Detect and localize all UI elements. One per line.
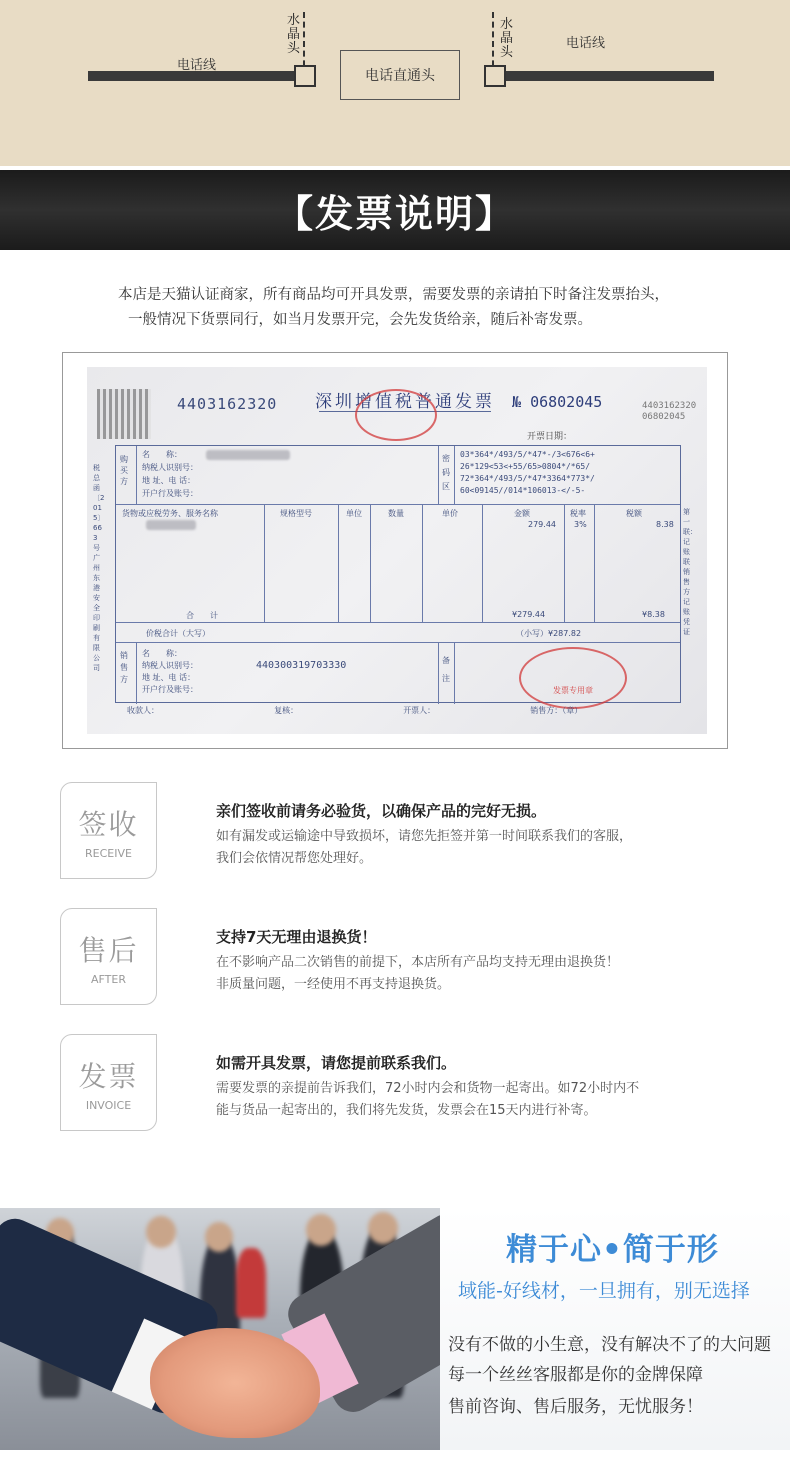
seller-label: 销售方: [120, 651, 128, 684]
seller-bank-label: 开户行及账号：: [142, 685, 198, 694]
col-item-header: 货物或应税劳务、服务名称: [122, 509, 218, 518]
col-rate-header: 税率: [570, 509, 586, 518]
badge-en-label: RECEIVE: [85, 847, 132, 860]
total-label: 合 计: [186, 611, 218, 620]
intro-line-2: 一般情况下货票同行，如当月发票开完，会先发货给亲，随后补寄发票。: [128, 312, 592, 328]
invoice-photo-frame: [62, 352, 728, 749]
phone-coupler-diagram: [0, 0, 790, 166]
invoice-side-print-right: 第一联：记账联 销售方记账凭证: [683, 508, 697, 636]
qr-code-icon: [97, 389, 151, 439]
seller-taxid-label: 纳税人识别号：: [142, 661, 198, 670]
promise-line-3: 售前咨询、售后服务，无忧服务！: [448, 1397, 703, 1417]
grid-line: [264, 504, 265, 622]
seller-address-label: 地 址、电 话：: [142, 673, 196, 682]
invoice-signature-row: [127, 705, 582, 716]
intro-line-1: 本店是天猫认证商家，所有商品均可开具发票，需要发票的亲请拍下时备注发票抬头，: [118, 287, 669, 303]
invoice-special-seal-icon: [519, 647, 627, 709]
col-price-header: 单价: [442, 509, 458, 518]
promise-subtitle: 域能-好线材，一旦拥有，别无选择: [458, 1280, 750, 1302]
cipher-line-2: 26*129<53<+55/65>0804*/*65/: [460, 462, 591, 471]
tax-bureau-seal-icon: [355, 389, 437, 441]
badge-cn-label: 发票: [78, 1060, 139, 1093]
sum-in-figures: （小写）¥287.82: [516, 629, 582, 638]
grid-line: [136, 642, 137, 704]
invoice-intro: [118, 283, 758, 333]
service-description: 在不影响产品二次销售的前提下，本店所有产品均支持无理由退换货！ 非质量问题，一经使用不再支持退换货。: [216, 955, 620, 992]
grid-line: [438, 642, 439, 704]
promise-title: 精于心•简于形: [506, 1232, 719, 1268]
grid-line: [370, 504, 371, 622]
seller-name-label: 名 称：: [142, 649, 182, 658]
invoice-code: 4403162320: [177, 395, 278, 413]
grid-line: [116, 504, 680, 505]
sum-in-words-label: 价税合计（大写）: [146, 629, 210, 638]
service-promise-banner: [0, 1208, 790, 1450]
invoice-date-label: 开票日期：: [527, 432, 573, 442]
grid-line: [136, 446, 137, 504]
buyer-name-label: 名 称：: [142, 450, 182, 459]
badge-cn-label: 售后: [78, 934, 139, 967]
grid-line: [438, 446, 439, 504]
grid-line: [482, 504, 483, 622]
service-receive: [60, 782, 740, 882]
promise-text-panel: [440, 1208, 790, 1450]
col-qty-header: 数量: [388, 509, 404, 518]
cipher-area-label: 密码区: [442, 454, 450, 491]
background-person-head: [306, 1214, 336, 1246]
redacted-item-name: [146, 520, 196, 530]
service-description: 如有漏发或运输途中导致损坏，请您先拒签并第一时间联系我们的客服， 我们会依情况帮您处理好。: [216, 829, 633, 866]
tax-rate-value: 3%: [574, 520, 587, 529]
background-person: [236, 1248, 266, 1318]
col-spec-header: 规格型号: [280, 509, 312, 518]
badge-en-label: INVOICE: [85, 1099, 132, 1112]
amount-value: 279.44: [528, 520, 556, 529]
grid-line: [116, 622, 680, 623]
service-heading: 如需开具发票，请您提前联系我们。: [216, 1054, 457, 1072]
invoice-badge-icon: [60, 1034, 157, 1131]
cipher-line-1: 03*364*/493/5/*47*-/3<676<6+: [460, 450, 595, 459]
service-description: 需要发票的亲提前告诉我们，72小时内会和货物一起寄出。如72小时内不 能与货品一起寄出的，我们将先发货，发票会在15天内进行补寄。: [216, 1081, 640, 1118]
invoice-title: 深圳增值税普通发票: [315, 392, 495, 412]
buyer-bank-label: 开户行及账号：: [142, 489, 198, 498]
banner-title: 【发票说明】: [274, 191, 515, 236]
grid-line: [116, 642, 680, 643]
invoice-section-banner: [0, 170, 790, 250]
left-rj-plug-icon: [294, 65, 316, 87]
coupler-label-box: [340, 50, 460, 100]
redacted-buyer-name: [206, 450, 290, 460]
buyer-label: 购买方: [120, 455, 128, 486]
cipher-line-4: 60<09145//014*106013-</-5-: [460, 486, 586, 495]
background-person-head: [368, 1212, 398, 1244]
grid-line: [338, 504, 339, 622]
promise-line-2: 每一个丝丝客服都是你的金牌保障: [448, 1365, 703, 1385]
remark-label: 备注: [442, 656, 450, 683]
grid-line: [594, 504, 595, 622]
invoice-side-print-left: 税总函〔2015〕663号广州东港安全印刷有限公司: [93, 464, 105, 672]
grid-line: [564, 504, 565, 622]
col-amount-header: 金额: [514, 509, 530, 518]
right-wire-label: 电话线: [566, 36, 606, 51]
left-wire-label: 电话线: [177, 58, 217, 73]
invoice-sample: [87, 367, 707, 734]
seller-sign-label: 销售方：（章）: [530, 706, 583, 715]
right-crystal-head-label: 水晶头: [500, 17, 514, 60]
seller-taxid: 440300319703330: [256, 660, 347, 671]
grid-line: [422, 504, 423, 622]
service-invoice: [60, 1034, 740, 1134]
invoice-number: № 06802045: [512, 393, 603, 411]
tax-value: 8.38: [656, 520, 674, 529]
buyer-address-label: 地 址、电 话：: [142, 476, 196, 485]
grid-line: [454, 446, 455, 504]
background-person-head: [146, 1216, 176, 1248]
receive-badge-icon: [60, 782, 157, 879]
background-person-head: [205, 1222, 233, 1252]
cipher-line-3: 72*364*/493/5/*47*3364*773*/: [460, 474, 595, 483]
right-rj-plug-icon: [484, 65, 506, 87]
after-sales-badge-icon: [60, 908, 157, 1005]
invoice-seal-text: 发票专用章: [553, 686, 593, 695]
promise-line-1: 没有不做的小生意，没有解决不了的大问题: [448, 1335, 771, 1355]
service-heading: 亲们签收前请务必验货，以确保产品的完好无损。: [216, 802, 547, 820]
handshake-photo: [0, 1208, 440, 1450]
badge-cn-label: 签收: [78, 808, 139, 841]
total-amount: ¥279.44: [512, 610, 546, 619]
issuer-label: 开票人：: [403, 706, 436, 715]
col-unit-header: 单位: [346, 509, 362, 518]
payee-label: 收款人：: [127, 706, 159, 715]
buyer-taxid-label: 纳税人识别号：: [142, 463, 198, 472]
total-tax: ¥8.38: [642, 610, 665, 619]
left-crystal-head-label: 水晶头: [287, 13, 301, 56]
invoice-number-small: 4403162320 06802045: [642, 401, 697, 422]
service-after-sales: [60, 908, 740, 1008]
badge-en-label: AFTER: [91, 973, 126, 986]
grid-line: [454, 642, 455, 704]
coupler-label: 电话直通头: [365, 68, 435, 84]
review-label: 复核：: [274, 706, 299, 715]
service-heading: 支持7天无理由退换货！: [216, 928, 377, 946]
right-phone-wire: [504, 71, 714, 81]
col-tax-header: 税额: [626, 509, 642, 518]
